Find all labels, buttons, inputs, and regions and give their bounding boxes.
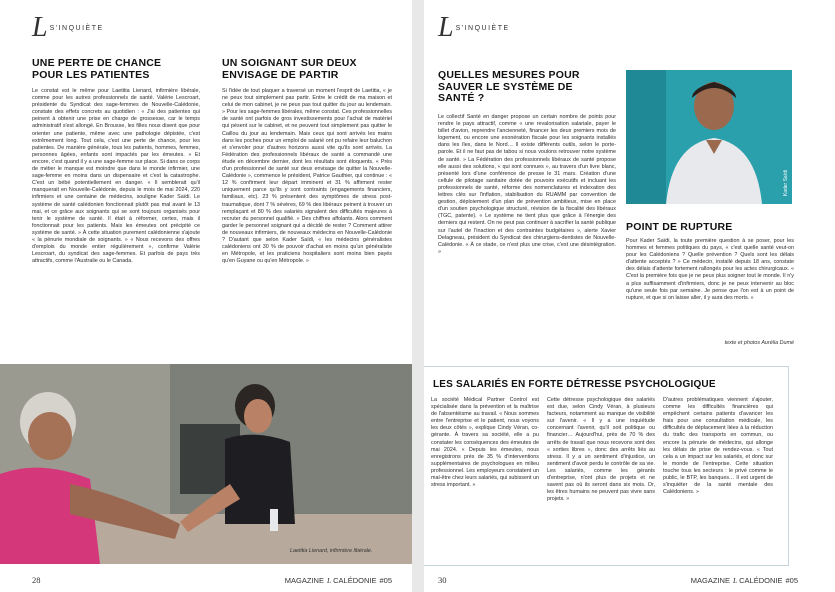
paragraph: Si l'idée de tout plaquer a traversé un moment l'esprit de Laetitia, « je ne peux tout simplement pas partir. Entre le crédit de ma maison et celui de mon cabinet, je ne peux pas tout quitter du jour au lendemain. » Pour les sage-femmes libérales, même constat. Ces professionnelles de santé ont parfois de gros investissements pour l'achat de matériel qui pèsent sur le cabinet, et ne peuvent tout simplement pas quitter le Caillou du jour au lendemain. Mais ceux qui sont arrivés les mains dans les poches pour un emploi de salarié ont pu refaire leur baluchon et s'envoler pour d'autres horizons aussi vite qu'ils sont arrivés. La Fédération des professionnels libéraux de santé a commandé une étude en décembre dernier, dont les résultats sont éloquents. « Près d'un professionnel de santé sur deux envisage de quitter la Nouvelle-Calédonie », commence le président, Patrice Gauthier, qui continue : « 12 % confirment leur départ imminent et 31 % affirment rester uniquement parce qu'ils y sont contraints (engagements financiers, familiaux, etc). 23 % présentent des symptômes de stress post-traumatique, dont 7 % sévères, 69 % des libéraux peinent à trouver un remplaçant et 80 % des salariés signalent des difficultés majeures à recruter du personnel qualifié. » Des chiffres affolants. Alors comment garder le personnel soignant qui a décidé de rester ? Comment attirer de nouveaux infirmiers, de nouveaux médecins en Nouvelle-Calédonie ? D'autant que selon Kader Saïdi, « les médecins généralistes calédoniens ont 30 % de pouvoir d'achat en moins qu'un généraliste en Métropole, et les praticiens hospitaliers sont moins bien payés qu'en Guyane ou qu'en Métropole. » — [222, 88, 392, 265]
right-page — [424, 0, 835, 592]
article-body-point-de-rupture — [626, 238, 794, 330]
article-signature: texte et photos Aurélia Dumé — [724, 340, 794, 346]
footer-issue: #05 — [379, 575, 392, 585]
box-column-2: Cette détresse psychologique des salariés est due, selon Cindy Véran, à plusieurs facteurs, notamment au manque de visibilité sur l'avenir. « Il y a une inquiétude concernant l'avenir, qu'il soit politique ou financier… Aujourd'hui, près de 70 % des arrêts de travail que nous recevons sont des « sorties libres », donc des arrêts liés au stress. Il y a un sentiment d'injustice, un sentiment d'avoir perdu le contrôle de sa vie. Les salariés, comme les gérants d'entreprise, n'ont plus de projets et ne savent pas où ils seront dans six mois. Or, les êtres humains ne peuvent pas vivre sans projets. » — [547, 397, 655, 503]
photo-nurse-care — [0, 364, 412, 564]
portrait-kader-saidi — [626, 70, 792, 204]
left-page — [0, 0, 412, 592]
photo-illustration — [0, 364, 412, 564]
sidebar-box-detresse — [424, 366, 789, 566]
footer-brand-letter: L — [732, 575, 738, 585]
paragraph: Le constat est le même pour Laetitia Lienard, infirmière libérale, comme pour les autres professionnels de santé. Valérie Lescroart, présidente du Syndicat des sage-femmes de Nouvelle-Calédonie, constate des effets concrets au quotidien : « J'ai des patientes qui peinent à obtenir une prise en charge de grossesse, car le temps administratif s'est allongé. En Brousse, les filles nous disent que pour orienter une patiente, même avec une pathologie dépistée, c'est extrêmement long. Tout cela, c'est une perte de chance, pour les patientes. De manière générale, tous les patients, hommes, femmes, personnes âgées, enfants sont impactés par les émeutes. » Et encore, c'est quand il y a une sage-femme sur place. Si dans ce corps de métier le manque est moindre que dans le monde infirmier, une sage-femme en moins dans un dispensaire et c'est la catastrophe. C'est un bébé potentiellement en danger. « Il semblerait qu'il manquerait en Nouvelle-Calédonie, depuis le mois de mai 2024, 220 infirmiers et une centaine de médecins, souligne Kader Saïdi. Le système de santé calédonien fonctionnait plutôt pas mal avant le 13 mai, et ce grâce aux soignants qui se sont toujours organisés pour tenir le système de santé. Il était à réformer, certes, mais il fonctionnait pour les patients. Mais les émeutes ont précipité ce système de santé. » À cette situation purement calédonienne s'ajoute « la pénurie mondiale de soignants. » « Nous recevons des offres d'emplois du monde entier régulièrement », confirme Valérie Lescroart, du syndicat des sage-femmes. Et parfois de pays très attractifs, comme l'Australie ou le Canada. — [32, 88, 200, 265]
box-column-3: D'autres problématiques viennent s'ajouter, comme les difficultés financières qui empêchent certains patients d'avancer les frais pour une consultation médicale, les difficultés de déplacement liées à la réduction du trafic des transports en commun, ou encore la pénurie de médecins, qui allonge les délais de prise de rendez-vous. « Tout cela a un impact sur les salariés, et donc sur le monde de l'entreprise. Cette situation touche tous les secteurs : le privé comme le public, le BTP, les banques… Il est urgent de s'inquiéter de la santé mentale des Calédoniens. » — [663, 397, 773, 496]
box-column-1: La société Médical Partner Control est spécialisée dans la prévention et la maîtrise de l'absentéisme au travail. « Nous sommes entre l'entreprise et le patient, nous voyons les deux côtés », explique Cindy Véran, co-gérante. À travers sa société, elle a pu constater les conséquences des émeutes de mai 2024. « Depuis les émeutes, nous enregistrons près de 35 % d'interventions supplémentaires de psychologues en milieu professionnel. Les employeurs constatent un mal-être chez leurs salariés, qui subissent un stress important. » — [431, 397, 539, 489]
article-body-soignant-partir — [222, 88, 392, 350]
box-title: LES SALARIÉS EN FORTE DÉTRESSE PSYCHOLOGIQUE — [433, 379, 716, 390]
section-header — [438, 14, 510, 42]
footer-magazine: MAGAZINE — [690, 575, 730, 585]
footer-brand: CALÉDONIE — [739, 575, 783, 585]
page-number: 30 — [438, 575, 447, 585]
photo-caption: Laetitia Lienard, infirmière libérale. — [290, 548, 373, 554]
magazine-logo-icon: L — [438, 12, 454, 43]
article-body-perte-de-chance — [32, 88, 200, 350]
footer-brand: CALÉDONIE — [333, 575, 377, 585]
section-header — [32, 14, 104, 42]
page-footer — [32, 568, 392, 592]
portrait-illustration — [626, 70, 792, 204]
article-title-point-de-rupture: POINT DE RUPTURE — [626, 221, 733, 233]
page-number: 28 — [32, 575, 41, 585]
article-title-soignant-partir: UN SOIGNANT SUR DEUX ENVISAGE DE PARTIR — [222, 57, 357, 81]
footer-brand-letter: L — [326, 575, 332, 585]
article-body-mesures — [438, 114, 616, 350]
portrait-credit: Kader Saïdi — [783, 169, 789, 196]
footer-magazine: MAGAZINE — [284, 575, 324, 585]
section-label: S'INQUIÈTE — [49, 24, 104, 32]
paragraph: Le collectif Santé en danger propose un certain nombre de points pour rendre le pays attractif, comme « une revalorisation salariale, payer le billet d'avion, reprendre l'ancienneté, financer les deux premiers mois de logement, ou encore une exonération fiscale pour les soignants installés dans les îles, dans le Nord… Il existe différents outils, selon le porte-parole. Et il ne faut pas de tabou si nous voulons retrouver notre système de santé. » La Fédération des professionnels libéraux de santé propose elle aussi des solutions, « qui sont connues », au travers d'un livre blanc, présenté lors d'une conférence de presse le 31 mars. Création d'une cellule de pilotage sanitaire dotée de pouvoirs exécutifs et incluant les professionnels de santé, réforme des nomenclatures et indexation des lettres clés sur l'inflation, stabilisation du RUAMM par convention de gestion, déploiement d'un plan de prévention ambitieux, mise en place d'un soutien psychologique structuré, révision de la fiscalité des libéraux (TGC, patente). « Le système ne tient plus que grâce à l'énergie des derniers qui restent. On ne peut pas continuer à sacrifier la santé publique sur l'autel de l'inaction et des contraintes budgétaires », alerte Xavier Delagneau, président du Syndicat des chirurgiens-dentistes de Nouvelle-Calédonie. « À ce stade, ce n'est plus une crise, c'est une désintégration. » — [438, 114, 616, 255]
section-label: S'INQUIÈTE — [455, 24, 510, 32]
footer-issue: #05 — [785, 575, 798, 585]
page-footer — [438, 568, 798, 592]
magazine-logo-icon: L — [32, 12, 48, 43]
article-title-perte-de-chance: UNE PERTE DE CHANCE POUR LES PATIENTES — [32, 57, 162, 81]
paragraph: Pour Kader Saïdi, la toute première question à se poser, pour les hommes et femmes politiques du pays, « c'est quelle santé veut-on pour les Calédoniens ? Quelle prévention ? Quels sont les délais d'attente acceptés ? » Ce médecin, installé depuis 18 ans, constate des délais d'attente fortement rallongés pour les actes chirurgicaux. « C'est la première fois que je ne peux plus soigner tout le monde. Il n'y a plus suffisamment d'infirmiers, donc je ne peux intervenir au bloc qu'une seule fois par semaine. Je pense que l'on est à un point de rupture, et que si on laisse aller, il y aura des morts. » — [626, 238, 794, 301]
article-title-mesures: QUELLES MESURES POUR SAUVER LE SYSTÈME DE SANTÉ ? — [438, 69, 580, 104]
